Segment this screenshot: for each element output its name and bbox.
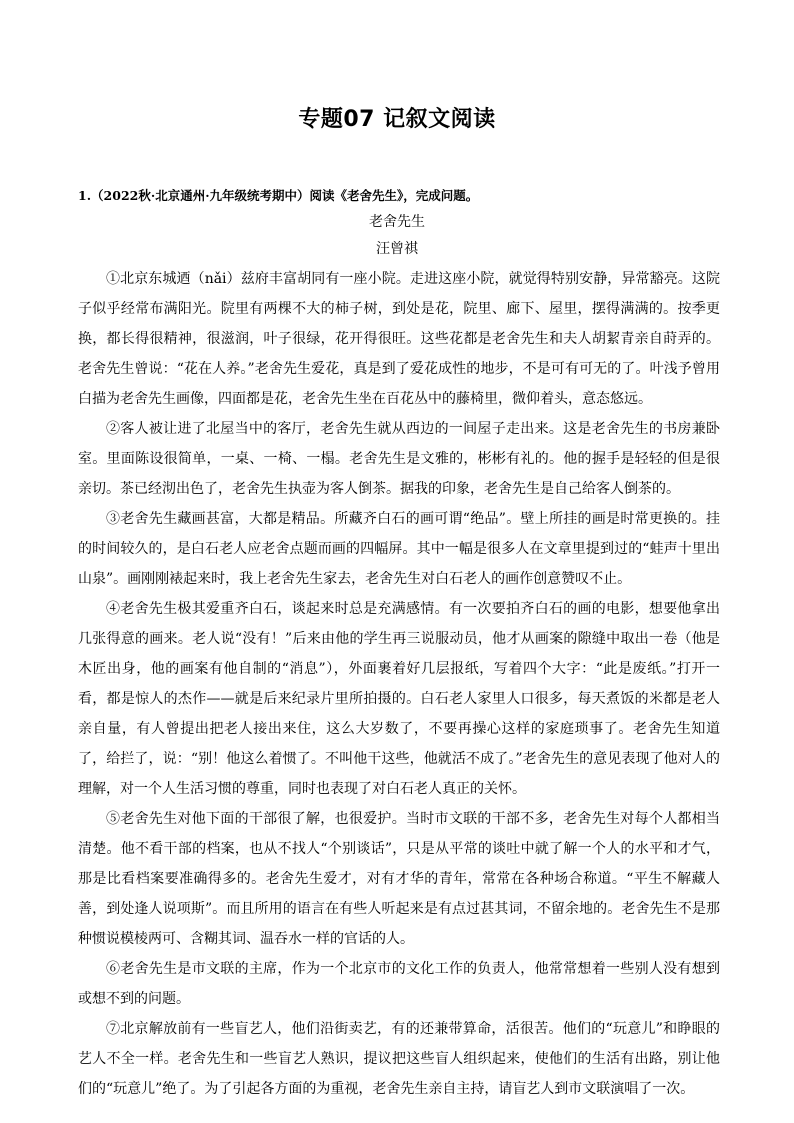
- article-body: [78, 264, 720, 1104]
- paragraph-4: ④老舍先生极其爱重齐白石，谈起来时总是充满感情。有一次要拍齐白石的画的电影，想要他拿出几张得意的画来。老人说“没有！”后来由他的学生再三说服动员，他才从画案的隙缝中取出一卷（他是木匠出身，他的画案有他自制的“消息”），外面裹着好几层报纸，写着四个大字：“此是废纸。”打开一看，都是惊人的杰作——就是后来纪录片里所拍摄的。白石老人家里人口很多，每天煮饭的米都是老人亲自量，有人曾提出把老人接出来住，这么大岁数了，不要再操心这样的家庭琐事了。老舍先生知道了，给拦了，说：“别！他这么着惯了。不叫他干这些，他就活不成了。”老舍先生的意见表现了他对人的理解，对一个人生活习惯的尊重，同时也表现了对白石老人真正的关怀。: [78, 601, 720, 797]
- page-title: 专题07 记叙文阅读: [298, 107, 496, 132]
- paragraph-3: ③老舍先生藏画甚富，大都是精品。所藏齐白石的画可谓“绝品”。壁上所挂的画是时常更换的。挂的时间较久的，是白石老人应老舍点题而画的四幅屏。其中一幅是很多人在文章里提到过的“蛙声十里出山泉”。画刚刚裱起来时，我上老舍先生家去，老舍先生对白石老人的画作创意赞叹不止。: [78, 511, 720, 587]
- article-title: 老舍先生: [369, 214, 425, 230]
- article-author: 汪曾祺: [376, 241, 418, 257]
- paragraph-7: ⑦北京解放前有一些盲艺人，他们沿街卖艺，有的还兼带算命，活很苦。他们的“玩意儿”和睁眼的艺人不全一样。老舍先生和一些盲艺人熟识，提议把这些盲人组织起来，使他们的生活有出路，别让他们的“玩意儿”绝了。为了引起各方面的为重视，老舍先生亲自主持，请盲艺人到市文联演唱了一次。: [78, 1021, 720, 1097]
- paragraph-1: ①北京东城迺（nǎi）兹府丰富胡同有一座小院。走进这座小院，就觉得特别安静，异常豁亮。这院子似乎经常布满阳光。院里有两棵不大的柿子树，到处是花，院里、廊下、屋里，摆得满满的。按季更换，都长得很精神，很滋润，叶子很绿，花开得很旺。这些花都是老舍先生和夫人胡絜青亲自莳弄的。老舍先生曾说：“花在人养。”老舍先生爱花，真是到了爱花成性的地步，不是可有可无的了。叶浅予曾用白描为老舍先生画像，四面都是花，老舍先生坐在百花丛中的藤椅里，微仰着头，意态悠远。: [78, 271, 720, 407]
- paragraph-5: ⑤老舍先生对他下面的干部很了解，也很爱护。当时市文联的干部不多，老舍先生对每个人都相当清楚。他不看干部的档案，也从不找人“个别谈话”，只是从平常的谈吐中就了解一个人的水平和才气，那是比看档案要准确得多的。老舍先生爱才，对有才华的青年，常常在各种场合称道。“平生不解藏人善，到处逢人说项斯”。而且所用的语言在有些人听起来是有点过甚其词，不留余地的。老舍先生不是那种惯说模棱两可、含糊其词、温吞水一样的官话的人。: [78, 811, 720, 947]
- paragraph-6: ⑥老舍先生是市文联的主席，作为一个北京市的文化工作的负责人，他常常想着一些别人没有想到或想不到的问题。: [78, 961, 720, 1007]
- question-prompt: 1.（2022秋·北京通州·九年级统考期中）阅读《老舍先生》，完成问题。: [78, 188, 479, 203]
- paragraph-2: ②客人被让进了北屋当中的客厅，老舍先生就从西边的一间屋子走出来。这是老舍先生的书房兼卧室。里面陈设很简单，一桌、一椅、一榻。老舍先生是文雅的，彬彬有礼的。他的握手是轻轻的但是很亲切。茶已经沏出色了，老舍先生执壶为客人倒茶。据我的印象，老舍先生是自己给客人倒茶的。: [78, 421, 720, 497]
